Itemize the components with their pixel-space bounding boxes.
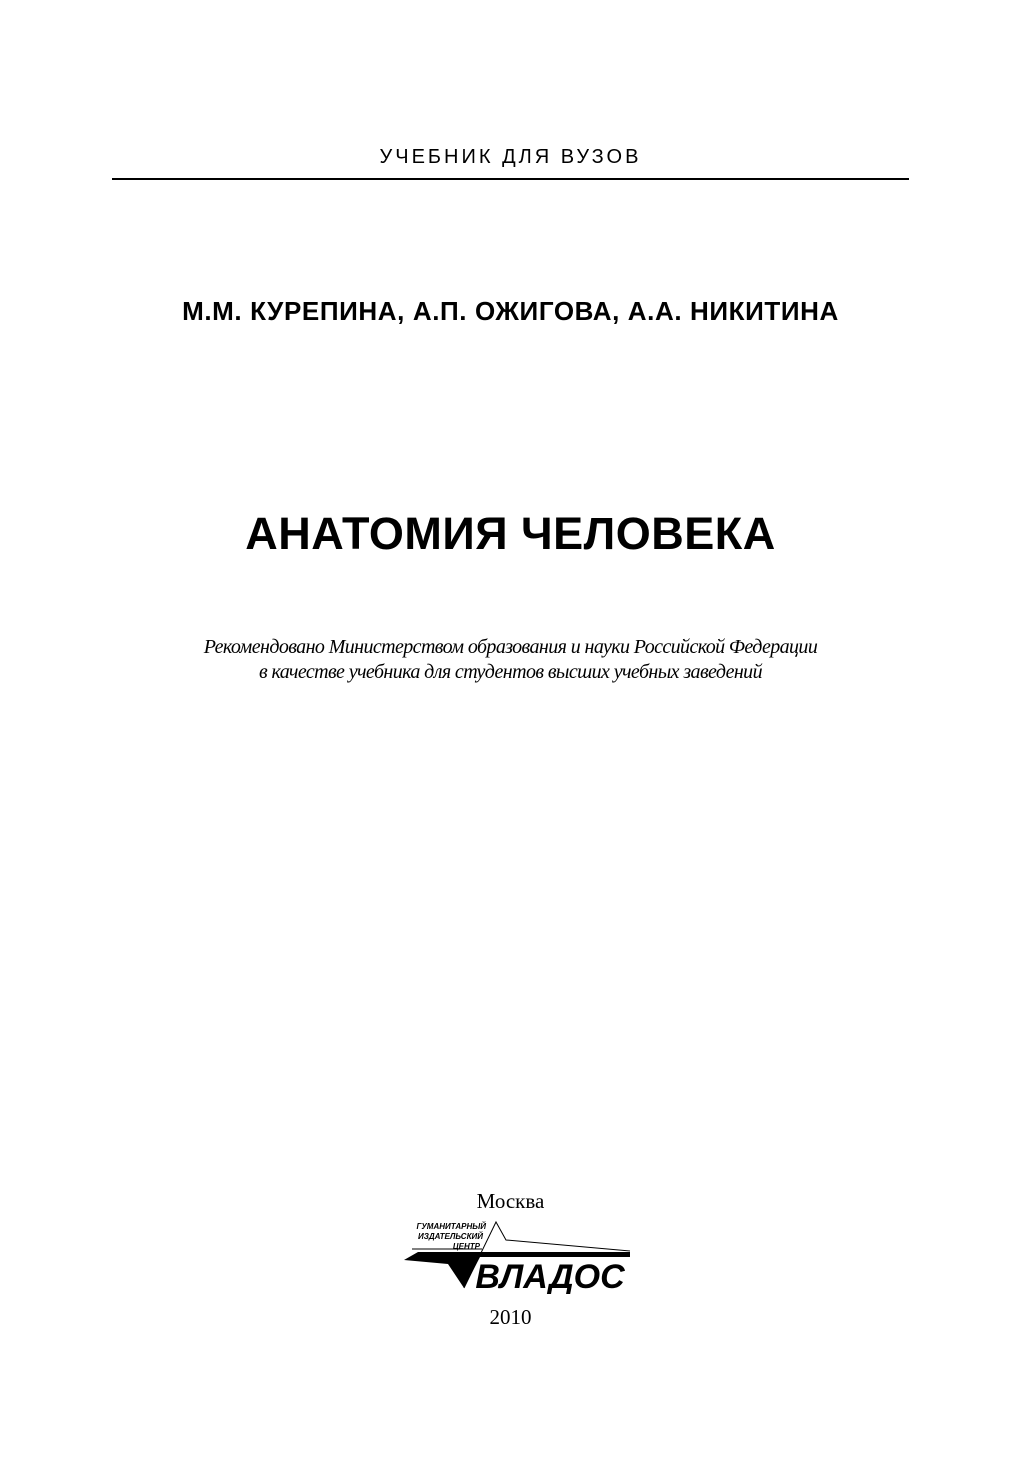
series-label: УЧЕБНИК ДЛЯ ВУЗОВ: [379, 146, 642, 168]
logo-line-1: ГУМАНИТАРНЫЙ: [416, 1222, 486, 1231]
authors: М.М. КУРЕПИНА, А.П. ОЖИГОВА, А.А. НИКИТИНА: [182, 296, 839, 326]
publication-year: 2010: [489, 1305, 532, 1329]
recommendation-line-2: в качестве учебника для студентов высших учебных заведений: [259, 661, 762, 683]
logo-line-2: ИЗДАТЕЛЬСКИЙ: [417, 1232, 483, 1241]
publisher-logo: [398, 1218, 634, 1294]
header-divider: [112, 178, 909, 180]
publication-city: Москва: [476, 1189, 545, 1213]
book-title: АНАТОМИЯ ЧЕЛОВЕКА: [245, 508, 776, 559]
logo-publisher-name: ВЛАДОС: [475, 1258, 625, 1294]
logo-line-3: ЦЕНТР: [452, 1242, 480, 1251]
recommendation-line-1: Рекомендовано Министерством образования и науки Российской Федерации: [203, 636, 818, 658]
